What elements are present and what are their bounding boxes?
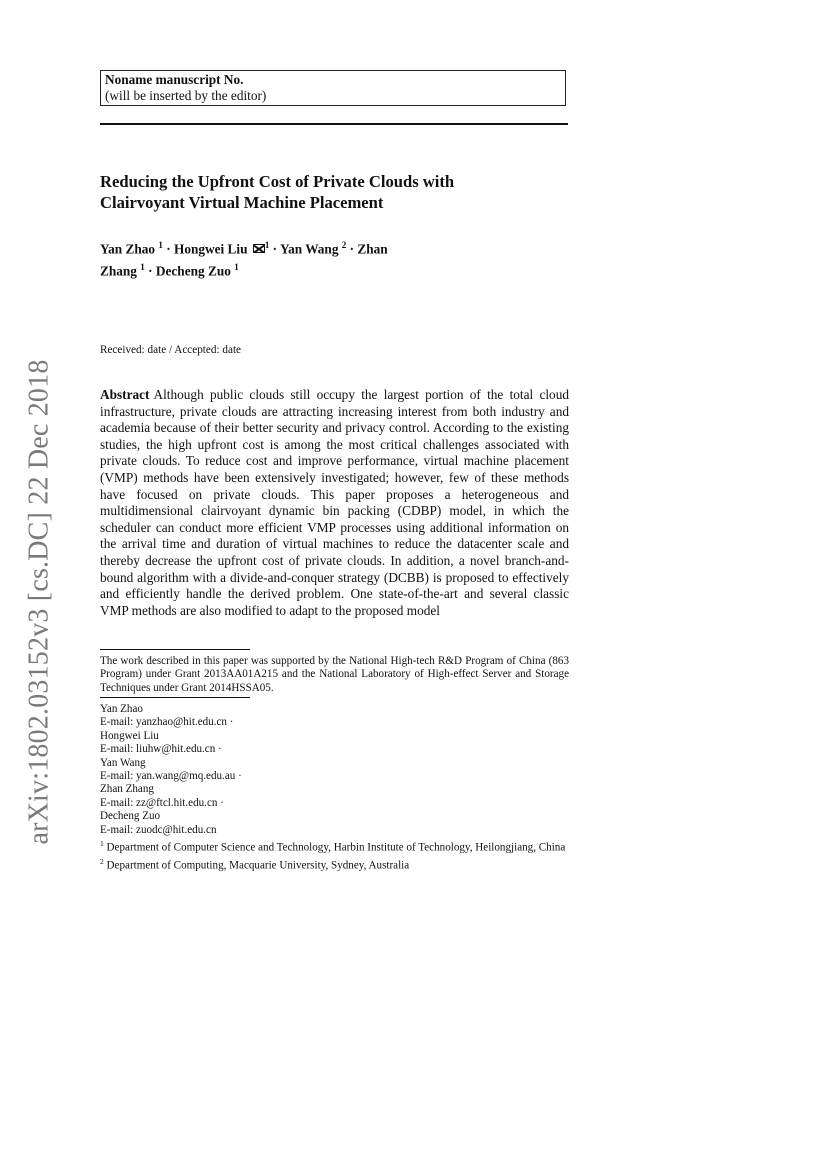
abstract-label: Abstract [100,387,150,402]
author-affil-sup: 2 [341,240,347,250]
contact-email: E-mail: zuodc@hit.edu.cn [100,823,217,836]
title-line-2: Clairvoyant Virtual Machine Placement [100,193,384,212]
envelope-icon [253,244,265,253]
author-list [100,236,400,281]
editor-note: (will be inserted by the editor) [105,88,267,103]
author-name: Hongwei Liu [173,241,248,257]
author-affil-sup: 1 [140,262,145,273]
author-name: Zhan Zhang [100,241,388,279]
contact-email: E-mail: yanzhao@hit.edu.cn · [100,716,234,729]
affiliation-sup: 1 [100,839,104,849]
contact-email: E-mail: liuhw@hit.edu.cn · [100,743,222,756]
arxiv-sidebar [18,357,62,847]
affiliation-1 [100,837,569,855]
arxiv-identifier: arXiv:1802.03152v3 [cs.DC] 22 Dec 2018 [24,359,56,845]
contact-email: E-mail: zz@ftcl.hit.edu.cn · [100,796,224,809]
author-affil-sup: 1 [234,262,239,273]
author-name: Yan Wang [279,241,339,257]
manuscript-box [100,70,566,106]
received-date: Received: date / Accepted: date [100,344,242,356]
author-name: Yan Zhao [100,241,156,257]
footnote-rule [100,649,250,650]
author-name: Decheng Zuo [155,263,231,279]
title-line-1: Reducing the Upfront Cost of Private Clouds with [100,172,455,191]
affiliation-text: Department of Computer Science and Technology, Harbin Institute of Technology, Heilongjiang, China [106,841,566,854]
affiliation-text: Department of Computing, Macquarie University, Sydney, Australia [106,859,410,872]
abstract-text: Although public clouds still occupy the largest portion of the total cloud infrastructure, private clouds are attracting increasing interest from both industry and academia because of their better security and privacy control. According to the existing studies, the high upfront cost is among the most critical challenges associated with private clouds. To reduce cost and improve performance, virtual machine placement (VMP) methods have been extensively investigated; however, few of these methods have focused on private clouds. This paper proposes a heterogeneous and multidimensional clairvoyant dynamic bin packing (CDBP) model, in which the scheduler can conduct more efficient VMP processes using additional information on the arrival time and duration of virtual machines to reduce the datacenter scale and thereby decrease the upfront cost of private clouds. In addition, a novel branch-and-bound algorithm with a divide-and-conquer strategy (DCBB) is proposed to effectively and efficiently handle the derived problem. One state-of-the-art and several classic VMP methods are also modified to adapt to the proposed model [100,387,569,618]
footnote-rule [100,697,250,698]
author-affil-sup: 1 [264,240,270,250]
author-separator: · [272,241,278,257]
contact-name: Hongwei Liu [100,729,159,742]
author-separator: · [148,263,153,279]
manuscript-number: Noname manuscript No. [105,72,244,87]
contact-name: Yan Zhao [100,703,143,715]
contact-name: Yan Wang [100,756,146,769]
affiliation-2 [100,855,569,873]
author-separator: · [349,241,355,257]
affiliation-sup: 2 [100,857,104,867]
contact-email: E-mail: yan.wang@mq.edu.au · [100,770,242,783]
author-contacts [100,703,569,873]
paper-title [100,171,570,213]
abstract [100,387,569,619]
funding-note: The work described in this paper was supported by the National High-tech R&D Program of China (863 Program) under Grant 2013AA01A215 and the National Laboratory of High-effect Server and Storage Techniques under Grant 2014HSSA05. [100,655,569,694]
author-affil-sup: 1 [158,240,163,250]
contact-name: Decheng Zuo [100,810,161,823]
contact-name: Zhan Zhang [100,783,154,796]
author-separator: · [166,241,171,257]
header-rule [100,123,568,125]
